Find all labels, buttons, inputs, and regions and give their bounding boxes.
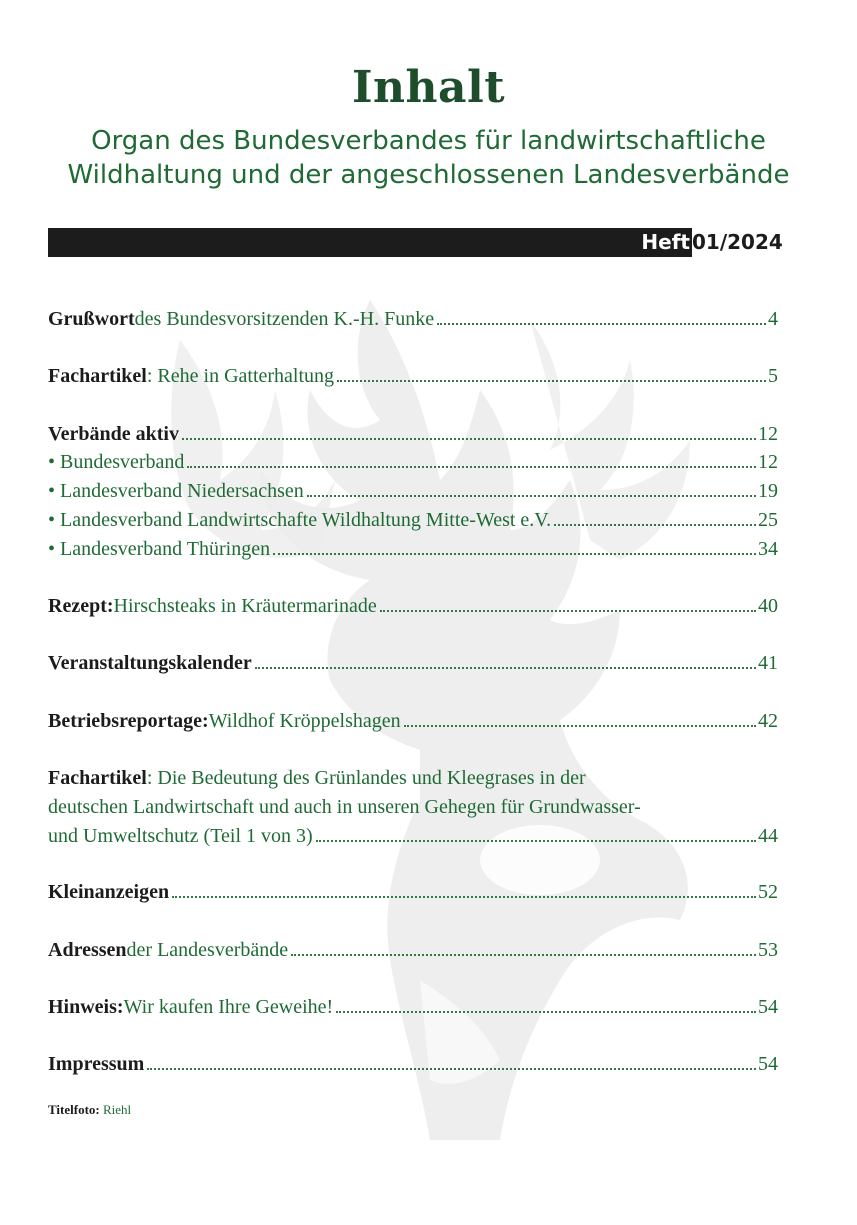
toc-page: 4 xyxy=(768,308,778,330)
dot-leader xyxy=(337,380,766,382)
toc-text: : Rehe in Gatterhaltung xyxy=(146,365,335,387)
toc-text: • Landesverband Niedersachsen xyxy=(48,480,304,502)
toc-text: Hirschsteaks in Kräutermarinade xyxy=(113,595,377,617)
dot-leader xyxy=(255,667,756,669)
toc-entry-mitte-west[interactable] xyxy=(48,506,778,534)
page-title: Inhalt xyxy=(351,62,506,113)
toc-text: • Bundesverband xyxy=(48,451,185,473)
toc-text: • Landesverband Landwirtschafte Wildhaltung Mitte-West e.V. xyxy=(48,509,552,531)
dot-leader xyxy=(182,438,756,440)
dot-leader xyxy=(380,610,756,612)
issue-bar xyxy=(48,228,783,257)
dot-leader xyxy=(316,840,756,842)
toc-page: 34 xyxy=(758,538,778,560)
dot-leader xyxy=(291,954,756,956)
toc-entry-impressum[interactable] xyxy=(48,1050,778,1078)
toc-label: Impressum xyxy=(48,1053,145,1075)
toc-label: Adressen xyxy=(48,939,127,961)
subtitle-line-1: Organ des Bundesverbandes für landwirtschaftliche xyxy=(91,126,766,156)
toc-label: Betriebsreportage: xyxy=(48,710,209,732)
credit-text: Riehl xyxy=(99,1102,132,1117)
toc-label: Verbände aktiv xyxy=(48,423,179,445)
toc-entry-grusswort[interactable] xyxy=(48,305,778,333)
toc-entry-bundesverband[interactable] xyxy=(48,448,778,476)
toc-label: Fachartikel xyxy=(48,767,147,789)
toc-entry-fachartikel-gruenland-line1[interactable] xyxy=(48,764,778,793)
toc-text: Wir kaufen Ihre Geweihe! xyxy=(123,996,334,1018)
toc-label: Kleinanzeigen xyxy=(48,881,170,903)
toc-entry-kleinanzeigen[interactable] xyxy=(48,878,778,906)
issue-word: Heft xyxy=(641,230,690,254)
toc-label: Grußwort xyxy=(48,308,135,330)
dot-leader xyxy=(307,495,756,497)
toc-text: : Die Bedeutung des Grünlandes und Kleegrases in der xyxy=(146,767,586,789)
toc-text: des Bundesvorsitzenden K.-H. Funke xyxy=(134,308,435,330)
toc-page: 25 xyxy=(758,509,778,531)
toc-entry-fachartikel-rehe[interactable] xyxy=(48,362,778,390)
toc-label: Fachartikel xyxy=(48,365,147,387)
toc-page: 41 xyxy=(758,652,778,674)
toc-entry-fachartikel-gruenland-line3[interactable] xyxy=(48,822,778,850)
dot-leader xyxy=(147,1068,756,1070)
toc-page: 44 xyxy=(758,825,778,847)
subtitle-line-2: Wildhaltung und der angeschlossenen Landesverbände xyxy=(67,160,790,190)
dot-leader xyxy=(404,725,756,727)
dot-leader xyxy=(336,1011,756,1013)
toc-entry-veranstaltungskalender[interactable] xyxy=(48,649,778,677)
toc-text: Wildhof Kröppelshagen xyxy=(208,710,401,732)
toc-page: 19 xyxy=(758,480,778,502)
dot-leader xyxy=(437,323,766,325)
toc-entry-adressen[interactable] xyxy=(48,936,778,964)
toc-page: 42 xyxy=(758,710,778,732)
toc-page: 53 xyxy=(758,939,778,961)
toc-entry-niedersachsen[interactable] xyxy=(48,477,778,505)
toc-page: 5 xyxy=(768,365,778,387)
toc-page: 12 xyxy=(758,423,778,445)
toc-page: 54 xyxy=(758,1053,778,1075)
toc-text: deutschen Landwirtschaft und auch in unseren Gehegen für Grundwasser- xyxy=(48,796,641,818)
toc-label: Rezept: xyxy=(48,595,114,617)
dot-leader xyxy=(273,553,756,555)
toc-text: der Landesverbände xyxy=(126,939,289,961)
credit-label: Titelfoto: xyxy=(48,1102,100,1117)
toc-entry-rezept[interactable] xyxy=(48,592,778,620)
toc-page: 40 xyxy=(758,595,778,617)
dot-leader xyxy=(554,524,756,526)
issue-number: 01/2024 xyxy=(692,228,780,257)
toc-text: und Umweltschutz (Teil 1 von 3) xyxy=(48,825,313,847)
photo-credit xyxy=(48,1102,131,1118)
toc-page: 54 xyxy=(758,996,778,1018)
toc-text: • Landesverband Thüringen xyxy=(48,538,271,560)
toc-label: Veranstaltungskalender xyxy=(48,652,252,674)
dot-leader xyxy=(187,466,756,468)
toc-entry-betriebsreportage[interactable] xyxy=(48,707,778,735)
toc-entry-thueringen[interactable] xyxy=(48,535,778,563)
toc-label: Hinweis: xyxy=(48,996,124,1018)
toc-page: 12 xyxy=(758,451,778,473)
toc-entry-verbaende-aktiv[interactable] xyxy=(48,420,778,448)
toc-page: 52 xyxy=(758,881,778,903)
toc-entry-hinweis[interactable] xyxy=(48,993,778,1021)
dot-leader xyxy=(172,896,756,898)
toc-entry-fachartikel-gruenland-line2[interactable] xyxy=(48,793,778,822)
